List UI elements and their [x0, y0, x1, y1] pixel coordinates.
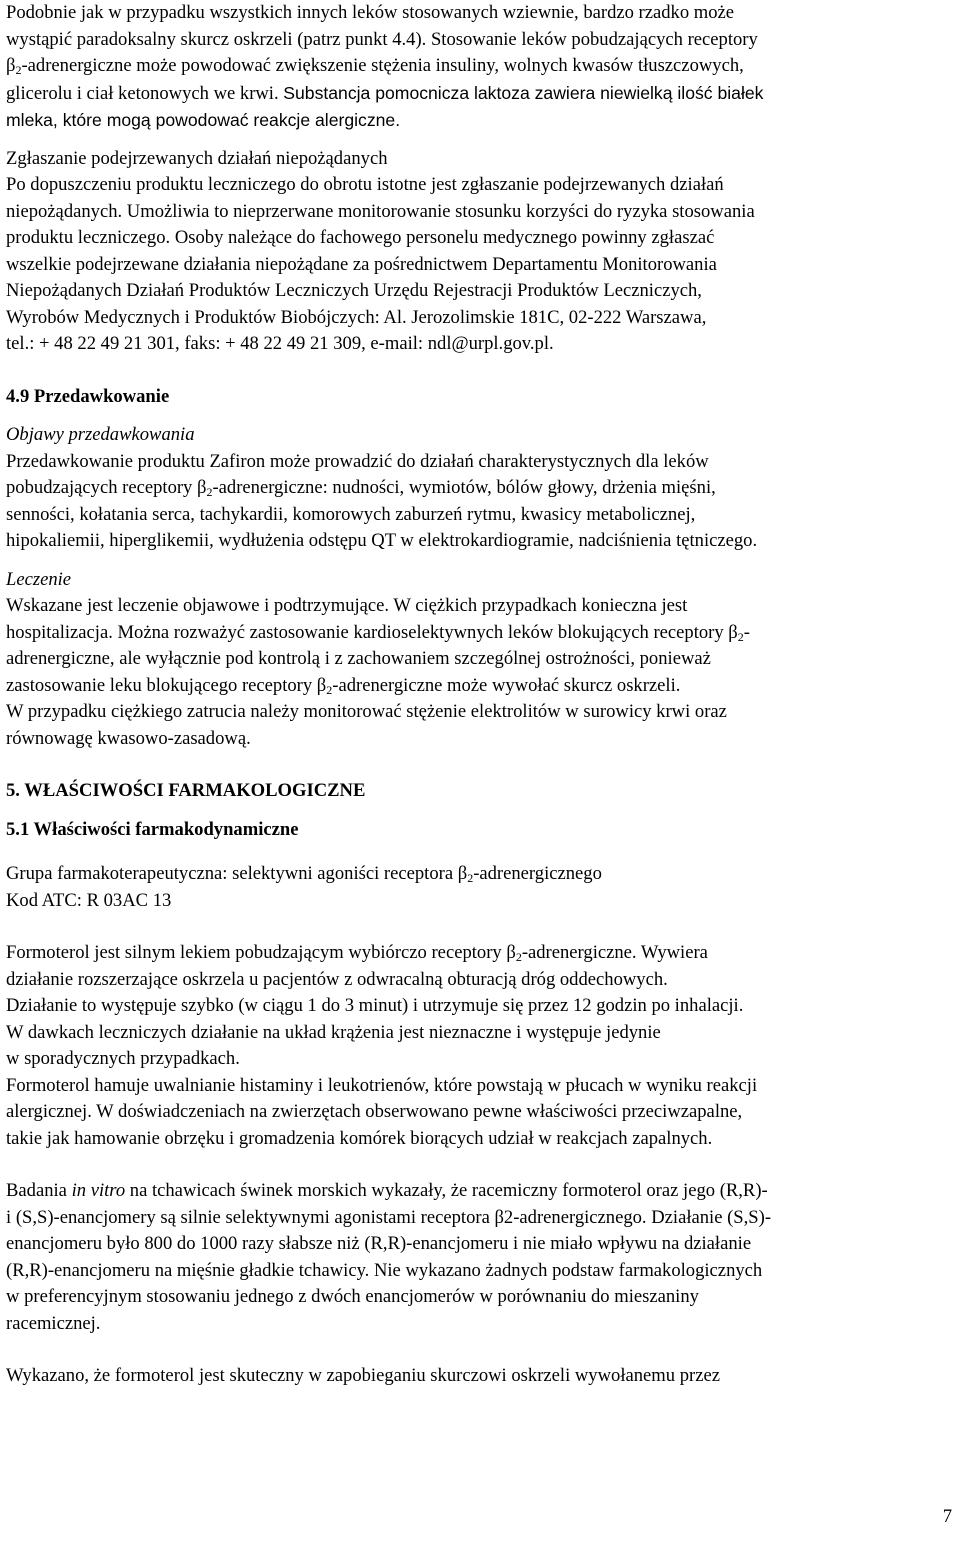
- text-line: tel.: + 48 22 49 21 301, faks: + 48 22 49 21 309, e-mail: ndl@urpl.gov.pl.: [6, 333, 554, 354]
- document-page: [6, 0, 954, 1390]
- text-line: hipokaliemii, hiperglikemii, wydłużenia odstępu QT w elektrokardiogramie, nadciśnienia tętniczego.: [6, 530, 758, 551]
- subsection-heading-pharmacodynamics: 5.1 Właściwości farmakodynamiczne: [6, 818, 299, 840]
- text-line: Badania in vitro na tchawicach świnek morskich wykazały, że racemiczny formoterol oraz jego (R,R)-: [6, 1180, 768, 1201]
- text-line: W dawkach leczniczych działanie na układ krążenia jest nieznaczne i występuje jedynie: [6, 1021, 661, 1043]
- text-line: produktu leczniczego. Osoby należące do fachowego personelu medycznego powinny zgłaszać: [6, 227, 715, 248]
- text-line: w preferencyjnym stosowaniu jednego z dwóch enancjomerów w porównaniu do mieszaniny: [6, 1286, 699, 1307]
- intro-paragraph: [6, 0, 954, 134]
- group-paragraph: [6, 861, 954, 914]
- section-heading-overdose: 4.9 Przedawkowanie: [6, 385, 170, 407]
- pharmacodynamics-heading-block: [6, 817, 954, 844]
- text-line: zastosowanie leku blokującego receptory $\beta_2$-adrenergiczne może wywołać skurcz oskrzeli.: [6, 674, 681, 697]
- excipient-note: mleka, które mogą powodować reakcje alergiczne.: [6, 110, 401, 130]
- text-line: Wyrobów Medycznych i Produktów Biobójczych: Al. Jerozolimskie 181C, 02-222 Warszawa,: [6, 306, 707, 328]
- text-line: pobudzających receptory $\beta_2$-adrenergiczne: nudności, wymiotów, bólów głowy, drżenia mięśni,: [6, 477, 716, 499]
- text-line: Formoterol hamuje uwalnianie histaminy i leukotrienów, które powstają w płucach w wyniku reakcji: [6, 1074, 758, 1096]
- section-heading-pharmacology: 5. WŁAŚCIWOŚCI FARMAKOLOGICZNE: [6, 780, 366, 801]
- symptoms-heading: Objawy przedawkowania: [6, 424, 195, 445]
- text-line: działanie rozszerzające oskrzela u pacjentów z odwracalną obturacją dróg oddechowych.: [6, 968, 668, 990]
- treatment-paragraph: [6, 567, 954, 753]
- text-line: senności, kołatania serca, tachykardii, komorowych zaburzeń rytmu, kwasicy metabolicznej,: [6, 503, 696, 525]
- text-line: Wskazane jest leczenie objawowe i podtrzymujące. W ciężkich przypadkach konieczna jest: [6, 595, 688, 616]
- symptoms-paragraph: [6, 422, 954, 555]
- text-line: Formoterol jest silnym lekiem pobudzającym wybiórczo receptory $\beta_2$-adrenergiczne. Wywiera: [6, 942, 708, 964]
- atc-code: Kod ATC: R 03AC 13: [6, 889, 172, 911]
- treatment-heading: Leczenie: [6, 568, 72, 590]
- text-line: alergicznej. W doświadczeniach na zwierzętach obserwowano pewne właściwości przeciwzapalne,: [6, 1101, 743, 1122]
- reporting-section: [6, 146, 954, 358]
- text-line: niepożądanych. Umożliwia to nieprzerwane monitorowanie stosunku korzyści do ryzyka stosowania: [6, 200, 755, 222]
- text-line: adrenergiczne, ale wyłącznie pod kontrolą i z zachowaniem szczególnej ostrożności, ponieważ: [6, 648, 711, 669]
- text-line: (R,R)-enancjomeru na mięśnie gładkie tchawicy. Nie wykazano żadnych podstaw farmakologicznych: [6, 1259, 763, 1281]
- text-line: wystąpić paradoksalny skurcz oskrzeli (patrz punkt 4.4). Stosowanie leków pobudzających receptory: [6, 28, 758, 50]
- text-line: $\beta_2$-adrenergiczne może powodować zwiększenie stężenia insuliny, wolnych kwasów tłuszczowych,: [6, 55, 744, 77]
- text-line: Wykazano, że formoterol jest skuteczny w zapobieganiu skurczowi oskrzeli wywołanemu przez: [6, 1365, 720, 1386]
- text-line: w sporadycznych przypadkach.: [6, 1048, 240, 1069]
- text-line: Po dopuszczeniu produktu leczniczego do obrotu istotne jest zgłaszanie podejrzewanych działań: [6, 174, 724, 195]
- text-line: Niepożądanych Działań Produktów Leczniczych Urzędu Rejestracji Produktów Leczniczych,: [6, 280, 702, 301]
- text-line: glicerolu i ciał ketonowych we krwi. Substancja pomocnicza laktoza zawiera niewielką ilość białek: [6, 82, 764, 104]
- text-line: Przedawkowanie produktu Zafiron może prowadzić do działań charakterystycznych dla leków: [6, 450, 709, 472]
- reporting-heading: Zgłaszanie podejrzewanych działań niepożądanych: [6, 147, 388, 169]
- text-line: Działanie to występuje szybko (w ciągu 1 do 3 minut) i utrzymuje się przez 12 godzin po inhalacji.: [6, 995, 744, 1016]
- text-line: enancjomeru było 800 do 1000 razy słabsze niż (R,R)-enancjomeru i nie miało wpływu na działanie: [6, 1233, 752, 1254]
- text-line: i (S,S)-enancjomery są silnie selektywnymi agonistami receptora β2-adrenergicznego. Działanie (S,S)-: [6, 1206, 772, 1228]
- text-line: Podobnie jak w przypadku wszystkich innych leków stosowanych wziewnie, bardzo rzadko może: [6, 2, 735, 23]
- pharma-section: [6, 778, 954, 805]
- text-line: takie jak hamowanie obrzęku i gromadzenia komórek biorących udział w reakcjach zapalnych.: [6, 1127, 713, 1149]
- text-line: racemicznej.: [6, 1312, 101, 1334]
- text-line: wszelkie podejrzewane działania niepożądane za pośrednictwem Departamentu Monitorowania: [6, 253, 717, 275]
- text-line: Grupa farmakoterapeutyczna: selektywni agoniści receptora $\beta_2$-adrenergicznego: [6, 863, 602, 885]
- text-line: hospitalizacja. Można rozważyć zastosowanie kardioselektywnych leków blokujących receptory $\beta_2-$: [6, 621, 750, 644]
- overdose-section: [6, 384, 954, 411]
- excipient-note: Substancja pomocnicza laktoza zawiera niewielką ilość białek: [283, 82, 764, 103]
- efficacy-paragraph: [6, 1363, 954, 1390]
- formoterol-paragraph: [6, 940, 954, 1152]
- text-line: W przypadku ciężkiego zatrucia należy monitorować stężenie elektrolitów w surowicy krwi oraz: [6, 701, 727, 722]
- in-vitro-paragraph: [6, 1178, 954, 1337]
- text-line: równowagę kwasowo-zasadową.: [6, 727, 251, 749]
- page-number: 7: [942, 1506, 952, 1527]
